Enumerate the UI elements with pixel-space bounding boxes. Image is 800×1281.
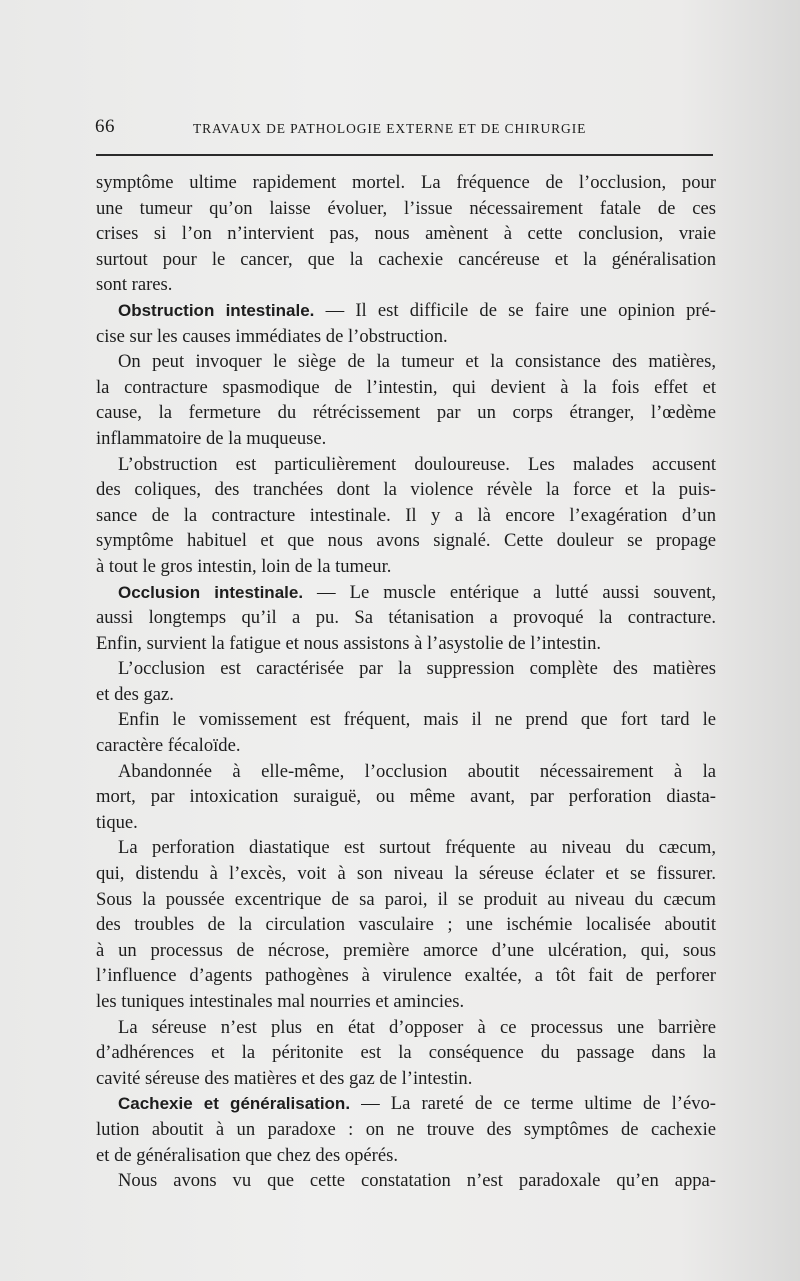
text-line: [96, 938, 716, 964]
line-text: surtout pour le cancer, que la cachexie cancéreuse et la généralisation: [96, 248, 716, 270]
text-line: [96, 196, 716, 222]
text-line: [96, 1015, 716, 1041]
text-line: [96, 298, 716, 324]
text-line: [96, 733, 716, 759]
text-line: [96, 580, 716, 606]
text-line: [96, 221, 716, 247]
page-number: 66: [95, 116, 115, 137]
text-line: [96, 656, 716, 682]
section-run-in-heading: Cachexie et généralisation.: [118, 1094, 351, 1114]
line-text: cavité séreuse des matières et des gaz de l’intestin.: [96, 1067, 473, 1089]
text-line: [96, 861, 716, 887]
line-text: des troubles de la circulation vasculaire ; une ischémie localisée aboutit: [96, 914, 716, 936]
line-text: caractère fécaloïde.: [96, 735, 241, 757]
text-line: [96, 477, 716, 503]
line-text: qui, distendu à l’excès, voit à son niveau la séreuse éclater et se fissurer.: [96, 863, 716, 885]
line-text: — Le muscle entérique a lutté aussi souvent,: [303, 581, 716, 603]
text-line: [96, 1117, 716, 1143]
line-text: et de généralisation que chez des opérés.: [96, 1144, 399, 1166]
line-text: symptôme habituel et que nous avons signalé. Cette douleur se propage: [96, 530, 716, 552]
body-text: [96, 170, 716, 1194]
running-title: TRAVAUX DE PATHOLOGIE EXTERNE ET DE CHIRURGIE: [193, 121, 587, 136]
text-line: [96, 170, 716, 196]
text-line: [96, 631, 716, 657]
line-text: aussi longtemps qu’il a pu. Sa tétanisation a provoqué la contracture.: [96, 607, 716, 629]
text-line: [96, 452, 716, 478]
text-line: [96, 887, 716, 913]
section-run-in-heading: Occlusion intestinale.: [118, 582, 304, 602]
line-text: On peut invoquer le siège de la tumeur et la consistance des matières,: [118, 351, 716, 373]
text-line: [96, 835, 716, 861]
line-text: d’adhérences et la péritonite est la conséquence du passage dans la: [96, 1042, 716, 1064]
line-text: La séreuse n’est plus en état d’opposer à ce processus une barrière: [118, 1016, 716, 1038]
page-header: [95, 116, 715, 142]
section-run-in-heading: Obstruction intestinale.: [118, 300, 315, 320]
text-line: [96, 1066, 716, 1092]
text-line: [96, 1040, 716, 1066]
line-text: tique.: [96, 811, 138, 833]
text-line: [96, 963, 716, 989]
text-line: [96, 503, 716, 529]
line-text: une tumeur qu’on laisse évoluer, l’issue nécessairement fatale de ces: [96, 197, 716, 219]
line-text: Enfin le vomissement est fréquent, mais il ne prend que fort tard le: [118, 709, 716, 731]
text-line: [96, 1168, 716, 1194]
line-text: lution aboutit à un paradoxe : on ne trouve des symptômes de cachexie: [96, 1118, 716, 1140]
line-text: des coliques, des tranchées dont la violence révèle la force et la puis-: [96, 479, 716, 501]
line-text: les tuniques intestinales mal nourries et amincies.: [96, 991, 465, 1012]
line-text: — Il est difficile de se faire une opinion pré-: [314, 299, 716, 321]
line-text: L’obstruction est particulièrement douloureuse. Les malades accusent: [118, 453, 716, 475]
text-line: [96, 247, 716, 273]
text-line: [96, 272, 716, 298]
line-text: mort, par intoxication suraiguë, ou même avant, par perforation diasta-: [96, 786, 716, 808]
line-text: Abandonnée à elle-même, l’occlusion aboutit nécessairement à la: [118, 760, 716, 782]
line-text: cise sur les causes immédiates de l’obstruction.: [96, 325, 448, 347]
line-text: et des gaz.: [96, 683, 174, 705]
text-line: [96, 605, 716, 631]
line-text: sont rares.: [96, 274, 173, 296]
line-text: — La rareté de ce terme ultime de l’évo-: [350, 1093, 717, 1115]
text-line: [96, 810, 716, 836]
text-line: [96, 707, 716, 733]
line-text: sance de la contracture intestinale. Il y a là encore l’exagération d’un: [96, 504, 716, 526]
text-line: [96, 554, 716, 580]
line-text: inflammatoire de la muqueuse.: [96, 427, 327, 449]
text-line: [96, 375, 716, 401]
line-text: Sous la poussée excentrique de sa paroi, il se produit au niveau du cæcum: [96, 888, 716, 910]
text-line: [96, 912, 716, 938]
line-text: l’influence d’agents pathogènes à virulence exaltée, a tôt fait de perforer: [96, 965, 716, 987]
line-text: à un processus de nécrose, première amorce d’une ulcération, qui, sous: [96, 939, 716, 961]
line-text: à tout le gros intestin, loin de la tumeur.: [96, 555, 392, 577]
line-text: la contracture spasmodique de l’intestin, qui devient à la fois effet et: [96, 376, 716, 398]
text-line: [96, 324, 716, 350]
text-line: [96, 759, 716, 785]
text-line: [96, 784, 716, 810]
header-rule: [96, 154, 713, 156]
text-line: [96, 528, 716, 554]
text-line: [96, 989, 716, 1015]
text-line: [96, 349, 716, 375]
text-line: [96, 1091, 716, 1117]
line-text: L’occlusion est caractérisée par la suppression complète des matières: [118, 658, 716, 680]
line-text: symptôme ultime rapidement mortel. La fréquence de l’occlusion, pour: [96, 172, 716, 193]
line-text: cause, la fermeture du rétrécissement par un corps étranger, l’œdème: [96, 402, 716, 424]
text-line: [96, 682, 716, 708]
line-text: crises si l’on n’intervient pas, nous amènent à cette conclusion, vraie: [96, 223, 716, 245]
line-text: Nous avons vu que cette constatation n’est paradoxale qu’en appa-: [118, 1170, 716, 1192]
text-line: [96, 400, 716, 426]
line-text: Enfin, survient la fatigue et nous assistons à l’asystolie de l’intestin.: [96, 632, 602, 654]
line-text: La perforation diastatique est surtout fréquente au niveau du cæcum,: [118, 837, 716, 859]
text-line: [96, 1143, 716, 1169]
text-line: [96, 426, 716, 452]
